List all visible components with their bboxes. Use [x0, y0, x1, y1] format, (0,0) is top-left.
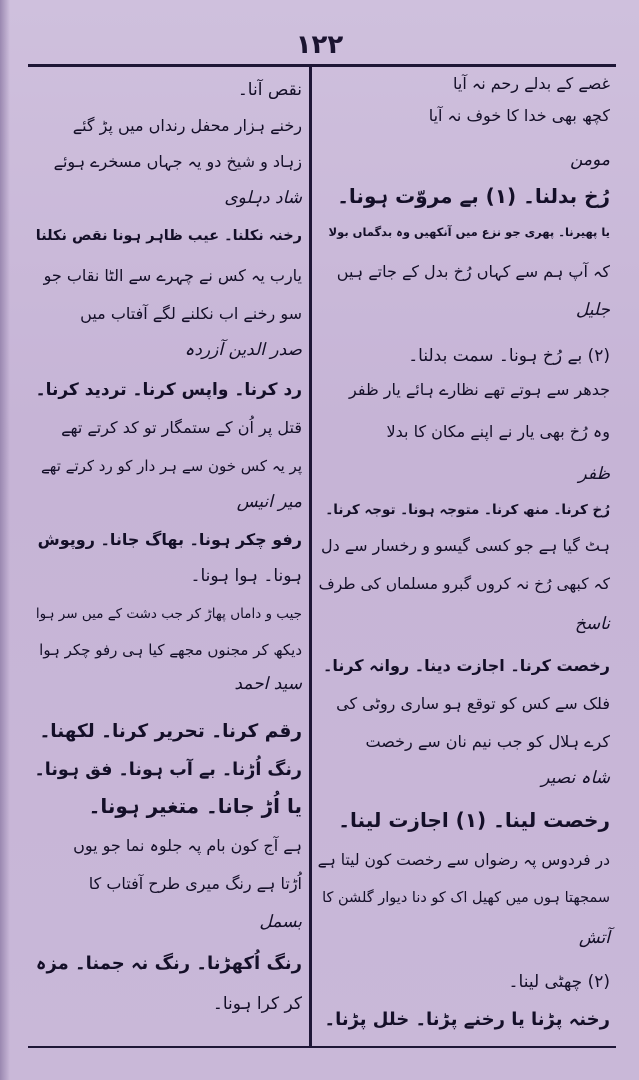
- left-poet-name: شاد دہلوی: [224, 188, 302, 208]
- left-entry-headword: یا اُڑ جانا۔ متغیر ہونا۔: [88, 794, 302, 818]
- right-verse-line: وہ رُخ بھی یار نے اپنے مکان کا بدلا: [386, 422, 610, 441]
- page-number: ۱۲۲: [295, 30, 344, 60]
- right-verse-line: غصے کے بدلے رحم نہ آیا: [452, 74, 610, 93]
- left-definition-line: نقص آنا۔: [237, 80, 302, 100]
- left-entry-headword: رقم کرنا۔ تحریر کرنا۔ لکھنا۔: [39, 721, 302, 742]
- right-verse-line: کہ آپ ہم سے کہاں رُخ بدل کے جاتے ہیں: [336, 262, 610, 281]
- left-verse-line: اُڑتا ہے رنگ میری طرح آفتاب کا: [88, 874, 302, 893]
- left-poet-name: میر انیس: [236, 492, 302, 512]
- left-entry-headword: رنگ اُکھڑنا۔ رنگ نہ جمنا۔ مزہ: [35, 953, 302, 974]
- left-verse-line: جیب و داماں پھاڑ کر جب دشت کے میں سر ہوا: [35, 606, 302, 622]
- left-poet-name: بسمل: [259, 912, 302, 932]
- right-verse-line: کچھ بھی خدا کا خوف نہ آیا: [428, 106, 610, 125]
- left-entry-headword: رفو چکر ہونا۔ بھاگ جانا۔ روپوش: [37, 530, 302, 549]
- left-definition-line: کر کرا ہونا۔: [212, 994, 302, 1014]
- left-verse-line: رخنے ہزار محفل رنداں میں پڑ گئے: [72, 116, 302, 135]
- right-verse-line: کرے ہلال کو جب نیم نان سے رخصت: [365, 732, 610, 751]
- column-divider: [309, 64, 312, 1048]
- right-entry-headword: یا پھیرنا۔ پھری جو نزع میں آنکھیں وہ بدگماں بولا: [328, 225, 610, 239]
- right-poet-name: مومن: [570, 150, 610, 170]
- left-verse-line: سو رخنے اب نکلنے لگے آفتاب میں: [80, 304, 302, 323]
- left-verse-line: پر یہ کس خون سے ہر دار کو رد کرتے تھے: [41, 457, 302, 475]
- left-verse-line: قتل پر اُن کے ستمگار تو کد کرتے تھے: [61, 418, 302, 437]
- right-entry-headword: رُخ بدلنا۔ (۱) بے مروّت ہونا۔: [337, 184, 610, 208]
- right-verse-line: سمجھتا ہوں میں کھیل اک کو دنا دیوار گلشن کا: [322, 890, 610, 906]
- right-poet-name: ناسخ: [574, 614, 610, 634]
- right-definition-line: (۲) بے رُخ ہونا۔ سمت بدلنا۔: [408, 346, 610, 366]
- page-spine-shadow: [0, 0, 10, 1080]
- right-verse-line: کہ کبھی رُخ نہ کروں گبرو مسلماں کی طرف: [318, 575, 610, 593]
- left-verse-line: زہاد و شیخ دو یہ جہاں مسخرے ہوئے: [53, 152, 302, 171]
- right-entry-headword: رُخ کرنا۔ منھ کرنا۔ متوجہ ہونا۔ توجہ کرنا۔: [325, 502, 610, 518]
- right-verse-line: در فردوس پہ رضواں سے رخصت کون لیتا ہے: [317, 851, 610, 869]
- right-poet-name: ظفر: [578, 464, 610, 484]
- left-poet-name: سید احمد: [234, 674, 302, 694]
- right-poet-name: جلیل: [575, 300, 610, 320]
- right-entry-headword: رخصت لینا۔ (۱) اجازت لینا۔: [338, 808, 610, 832]
- right-poet-name: شاہ نصیر: [541, 768, 610, 788]
- left-poet-name: صدر الدین آزردہ: [184, 340, 302, 360]
- left-definition-line: ہونا۔ ہوا ہونا۔: [190, 566, 302, 586]
- right-verse-line: فلک سے کس کو توقع ہو ساری روٹی کی: [336, 694, 610, 713]
- top-rule: [28, 64, 616, 67]
- right-poet-name: آتش: [578, 928, 610, 948]
- right-entry-headword: رخنہ پڑنا یا رخنے پڑنا۔ خلل پڑنا۔: [324, 1009, 610, 1030]
- left-entry-headword: رد کرنا۔ واپس کرنا۔ تردید کرنا۔: [35, 380, 302, 400]
- right-entry-headword: رخصت کرنا۔ اجازت دینا۔ روانہ کرنا۔: [322, 656, 610, 675]
- right-definition-line: (۲) چھٹی لینا۔: [508, 972, 610, 992]
- left-entry-headword: رخنہ نکلنا۔ عیب ظاہر ہونا نقص نکلنا: [35, 228, 302, 244]
- bottom-rule: [28, 1046, 616, 1048]
- left-verse-line: یارب یہ کس نے چہرے سے الٹا نقاب جو: [43, 266, 302, 285]
- right-verse-line: ہٹ گیا ہے جو کسی گیسو و رخسار سے دل: [320, 536, 610, 555]
- right-verse-line: جدھر سے ہوتے تھے نظارے ہائے یار ظفر: [349, 380, 610, 399]
- left-entry-headword: رنگ اُڑنا۔ بے آب ہونا۔ فق ہونا۔: [34, 760, 302, 780]
- left-verse-line: ہے آج کون بام پہ جلوہ نما جو یوں: [73, 836, 302, 855]
- left-verse-line: دیکھ کر مجنوں مجھے کیا ہی رفو چکر ہوا: [39, 641, 302, 659]
